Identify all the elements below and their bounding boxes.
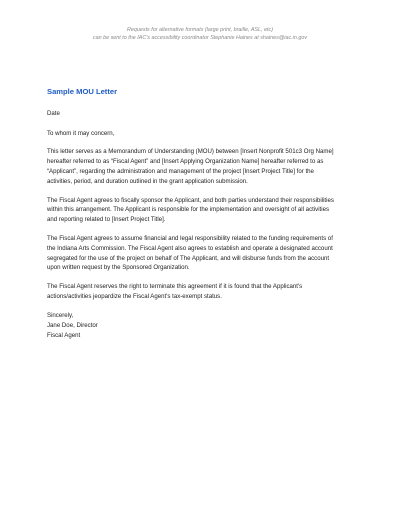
accessibility-note-line-1: Requests for alternative formats (large print, braille, ASL, etc)	[126, 27, 273, 33]
letter-salutation: To whom it may concern,	[47, 129, 115, 137]
letter-title: Sample MOU Letter	[47, 87, 118, 96]
signature-block	[47, 311, 367, 341]
paragraph-line: within this arrangement. The Applicant is responsible for the implementation and oversight of all activities	[47, 206, 330, 214]
paragraph-line: upon written request by the Sponsored Organization.	[47, 264, 190, 272]
paragraph-line: This letter serves as a Memorandum of Understanding (MOU) between [Insert Nonprofit 501c3 Org Name]	[47, 148, 334, 156]
paragraph-line: activities, period, and duration outlined in the grant application submission.	[47, 177, 248, 185]
letter-body	[47, 87, 367, 341]
paragraph-line: The Fiscal Agent reserves the right to terminate this agreement if it is found that the Applicant's	[47, 283, 303, 291]
signer-role: Fiscal Agent	[47, 331, 81, 339]
paragraph-line: hereafter referred to as “Fiscal Agent” and [Insert Applying Organization Name] hereafter referred to as	[47, 158, 324, 166]
paragraph-line: “Applicant”, regarding the administration and management of the project [Insert Project Title] for the	[47, 168, 314, 175]
paragraph-financial-responsibility	[47, 234, 367, 273]
closing: Sincerely,	[47, 311, 74, 319]
paragraph-mou-intro	[47, 147, 367, 186]
paragraph-line: The Fiscal Agent agrees to assume financial and legal responsibility related to the funding requirements of	[47, 234, 333, 242]
paragraph-line: the Indiana Arts Commission. The Fiscal Agent also agrees to establish and operate a designated account	[47, 244, 333, 252]
accessibility-note-line-2: can be sent to the IAC's accessibility coordinator Stephanie Haines at shaines@iac.in.gov	[92, 34, 308, 41]
paragraph-line: and reporting related to [Insert Project Title].	[47, 216, 166, 224]
signer-name: Jane Doe, Director	[47, 321, 98, 329]
letter-date: Date	[47, 110, 60, 117]
paragraph-line: segregated for the use of the project on behalf of The Applicant, and will disburse funds from the account	[47, 254, 330, 262]
paragraph-termination	[47, 282, 367, 302]
paragraph-fiscal-sponsorship	[47, 196, 367, 225]
paragraph-line: The Fiscal Agent agrees to fiscally sponsor the Applicant, and both parties understand their responsibilities	[47, 196, 334, 204]
paragraph-line: actions/activities jeopardize the Fiscal Agent's tax-exempt status.	[47, 292, 222, 300]
accessibility-note	[0, 27, 400, 42]
